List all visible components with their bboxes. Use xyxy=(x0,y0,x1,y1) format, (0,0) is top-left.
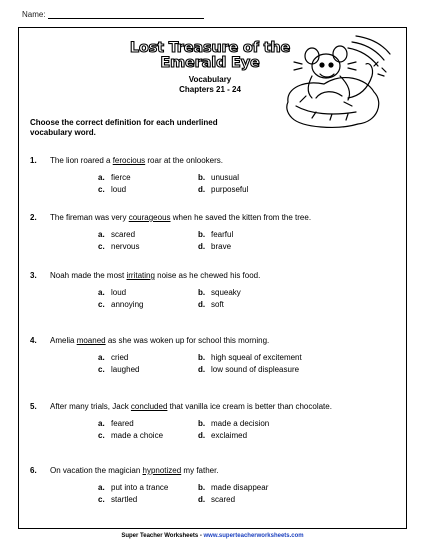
answer-option[interactable] xyxy=(198,300,224,309)
vocabulary-word: irritating xyxy=(126,271,155,280)
answer-option[interactable] xyxy=(198,365,299,374)
title-line-1: Lost Treasure of the xyxy=(129,40,291,56)
answer-option[interactable] xyxy=(198,483,268,492)
option-text: brave xyxy=(211,242,232,251)
option-letter: b. xyxy=(198,419,206,428)
answer-option[interactable] xyxy=(198,242,231,251)
vocabulary-word: hypnotized xyxy=(142,466,182,475)
option-text: made a choice xyxy=(111,431,164,440)
vocabulary-word: courageous xyxy=(128,213,171,222)
option-letter: d. xyxy=(198,431,206,440)
vocabulary-word: moaned xyxy=(76,336,106,345)
stem-text: noise as he chewed his food. xyxy=(154,271,261,280)
option-text: made disappear xyxy=(211,483,269,492)
option-text: loud xyxy=(111,185,127,194)
stem-text: The lion roared a xyxy=(50,156,113,165)
stem-text: that vanilla ice cream is better than chocolate. xyxy=(167,402,332,411)
option-letter: a. xyxy=(98,483,105,492)
option-letter: b. xyxy=(198,230,206,239)
option-letter: a. xyxy=(98,419,105,428)
option-text: laughed xyxy=(111,365,140,374)
answer-option[interactable] xyxy=(198,431,247,440)
answer-option[interactable] xyxy=(198,185,248,194)
option-text: feared xyxy=(111,419,134,428)
question-number: 6. xyxy=(30,466,37,475)
name-line[interactable] xyxy=(48,10,204,19)
option-letter: c. xyxy=(98,365,105,374)
footer-link[interactable]: www.superteacherworksheets.com xyxy=(203,533,304,539)
question-number: 1. xyxy=(30,156,37,165)
subtitle-vocabulary: Vocabulary xyxy=(188,75,232,84)
footer xyxy=(0,533,425,539)
answer-option[interactable] xyxy=(98,242,139,251)
question-stem xyxy=(50,402,332,411)
option-letter: d. xyxy=(198,495,206,504)
option-text: startled xyxy=(111,495,138,504)
option-letter: b. xyxy=(198,173,206,182)
option-text: fierce xyxy=(111,173,131,182)
answer-option[interactable] xyxy=(98,173,131,182)
option-letter: c. xyxy=(98,495,105,504)
question-stem xyxy=(50,271,260,280)
name-field xyxy=(22,10,204,19)
option-letter: a. xyxy=(98,288,105,297)
option-letter: d. xyxy=(198,300,206,309)
answer-option[interactable] xyxy=(98,365,139,374)
cartoon-mouse-on-treasure-illustration xyxy=(282,32,394,134)
option-letter: c. xyxy=(98,185,105,194)
option-letter: d. xyxy=(198,242,206,251)
option-text: high squeal of excitement xyxy=(211,353,302,362)
option-text: scared xyxy=(111,230,136,239)
name-label: Name: xyxy=(22,10,46,19)
stem-text: as she was woken up for school this morning. xyxy=(105,336,270,345)
option-text: cried xyxy=(111,353,129,362)
answer-option[interactable] xyxy=(198,495,235,504)
option-text: annoying xyxy=(111,300,144,309)
answer-option[interactable] xyxy=(198,288,241,297)
option-letter: c. xyxy=(98,242,105,251)
option-letter: c. xyxy=(98,431,105,440)
instructions: Choose the correct definition for each underlined vocabulary word. xyxy=(30,118,218,137)
stem-text: On vacation the magician xyxy=(50,466,143,475)
option-text: put into a trance xyxy=(111,483,169,492)
stem-text: Noah made the most xyxy=(50,271,127,280)
answer-option[interactable] xyxy=(198,173,239,182)
answer-option[interactable] xyxy=(98,300,143,309)
option-text: loud xyxy=(111,288,127,297)
option-letter: d. xyxy=(198,185,206,194)
stem-text: The fireman was very xyxy=(50,213,129,222)
option-letter: b. xyxy=(198,483,206,492)
option-text: squeaky xyxy=(211,288,241,297)
subtitle-chapters: Chapters 21 - 24 xyxy=(179,85,241,94)
option-text: nervous xyxy=(111,242,140,251)
option-letter: b. xyxy=(198,353,206,362)
answer-option[interactable] xyxy=(98,419,134,428)
question-number: 5. xyxy=(30,402,37,411)
answer-option[interactable] xyxy=(198,353,302,362)
option-text: exclaimed xyxy=(211,431,248,440)
option-text: scared xyxy=(211,495,236,504)
title-line-2: Emerald Eye xyxy=(160,55,260,71)
option-text: purposeful xyxy=(211,185,249,194)
stem-text: roar at the onlookers. xyxy=(145,156,223,165)
question-stem xyxy=(50,213,311,222)
option-letter: a. xyxy=(98,230,105,239)
stem-text: After many trials, Jack xyxy=(50,402,131,411)
answer-option[interactable] xyxy=(98,230,135,239)
option-letter: d. xyxy=(198,365,206,374)
answer-option[interactable] xyxy=(98,431,163,440)
question-number: 4. xyxy=(30,336,37,345)
option-letter: b. xyxy=(198,288,206,297)
option-text: soft xyxy=(211,300,224,309)
option-text: made a decision xyxy=(211,419,270,428)
vocabulary-word: ferocious xyxy=(112,156,146,165)
answer-option[interactable] xyxy=(198,230,233,239)
option-text: fearful xyxy=(211,230,234,239)
question-stem xyxy=(50,466,219,475)
footer-text: Super Teacher Worksheets - xyxy=(121,533,204,539)
option-letter: c. xyxy=(98,300,105,309)
answer-option[interactable] xyxy=(98,495,137,504)
question-stem xyxy=(50,156,223,165)
option-text: unusual xyxy=(211,173,240,182)
option-text: low sound of displeasure xyxy=(211,365,300,374)
vocabulary-word: concluded xyxy=(130,402,168,411)
answer-option[interactable] xyxy=(98,483,168,492)
stem-text: my father. xyxy=(181,466,219,475)
question-number: 2. xyxy=(30,213,37,222)
answer-option[interactable] xyxy=(198,419,269,428)
question-stem xyxy=(50,336,269,345)
page-title xyxy=(120,41,300,71)
stem-text: when he saved the kitten from the tree. xyxy=(170,213,312,222)
answer-option[interactable] xyxy=(98,353,128,362)
question-number: 3. xyxy=(30,271,37,280)
option-letter: a. xyxy=(98,173,105,182)
answer-option[interactable] xyxy=(98,185,126,194)
option-letter: a. xyxy=(98,353,105,362)
stem-text: Amelia xyxy=(50,336,77,345)
answer-option[interactable] xyxy=(98,288,126,297)
